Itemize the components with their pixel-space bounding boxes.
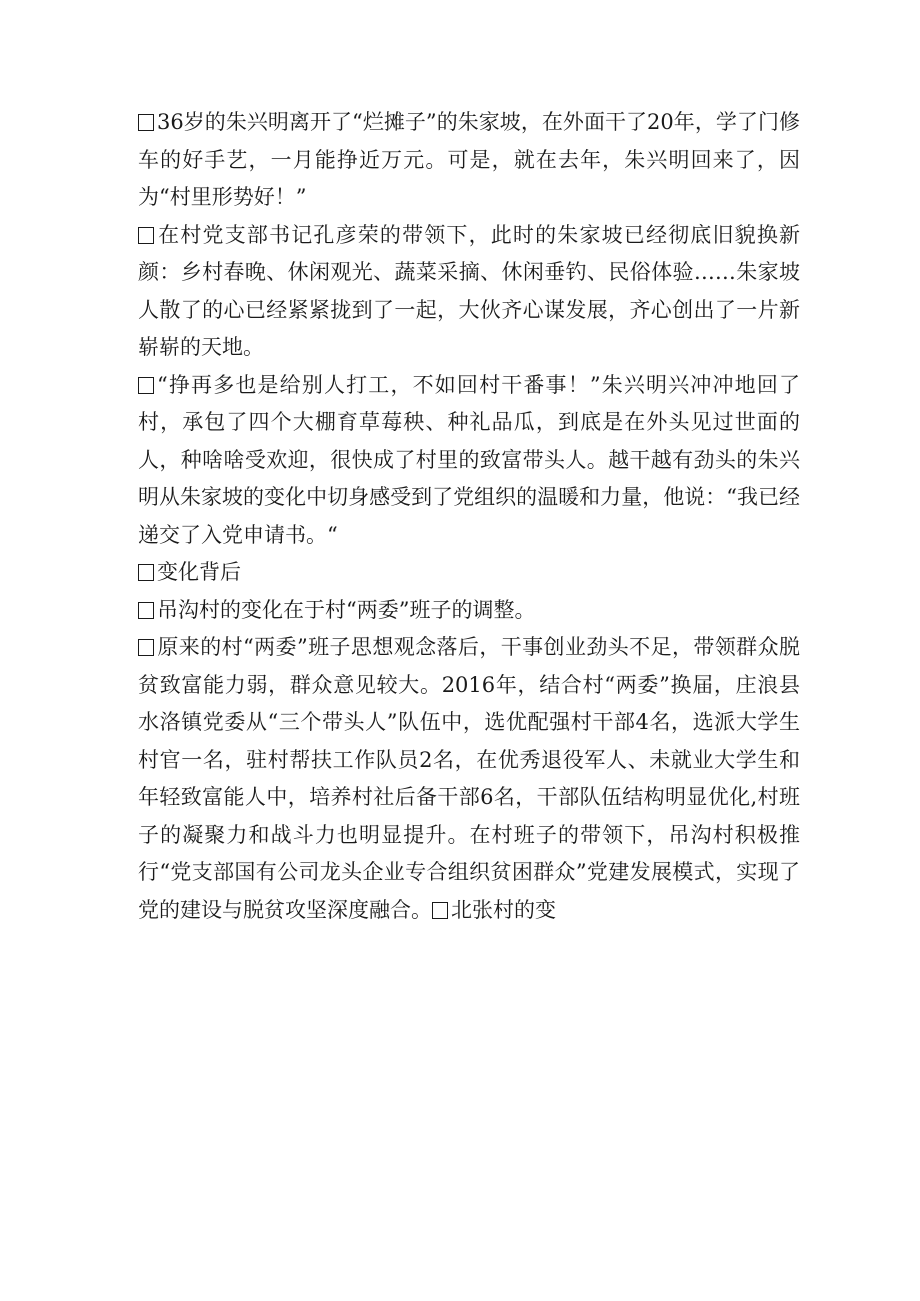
checkbox-placeholder-icon <box>138 639 154 656</box>
paragraph-text: 吊沟村的变化在于村“两委”班子的调整。 <box>157 597 536 622</box>
checkbox-placeholder-icon <box>138 602 154 619</box>
paragraph-text: 在村党支部书记孔彦荣的带领下，此时的朱家坡已经彻底旧貌换新颜：乡村春晚、休闲观光、蔬菜采摘、休闲垂钓、民俗体验……朱家坡人散了的心已经紧紧拢到了一起，大伙齐心谋发展，齐心创出了一片新崭崭的天地。 <box>138 222 800 359</box>
trailing-text: 北张村的变 <box>451 897 556 922</box>
paragraph-1 <box>138 104 800 217</box>
paragraph-text: “挣再多也是给别人打工，不如回村干番事！”朱兴明兴冲冲地回了村，承包了四个大棚育草莓秧、种礼品瓜，到底是在外头见过世面的人，种啥啥受欢迎，很快成了村里的致富带头人。越干越有劲头的朱兴明从朱家坡的变化中切身感受到了党组织的温暖和力量，他说：“我已经递交了入党申请书。“ <box>138 372 800 547</box>
paragraph-5 <box>138 592 800 630</box>
checkbox-placeholder-icon <box>138 377 154 394</box>
checkbox-placeholder-icon <box>138 227 154 244</box>
paragraph-text: 原来的村“两委”班子思想观念落后，干事创业劲头不足，带领群众脱贫致富能力弱，群众意见较大。2016年，结合村“两委”换届，庄浪县水洛镇党委从“三个带头人”队伍中，选优配强村干部4名，选派大学生村官一名，驻村帮扶工作队员2名，在优秀退役军人、未就业大学生和年轻致富能人中，培养村社后备干部6名，干部队伍结构明显优化,村班子的凝聚力和战斗力也明显提升。在村班子的带领下，吊沟村积极推行“党支部国有公司龙头企业专合组织贫困群众”党建发展模式，实现了党的建设与脱贫攻坚深度融合。 <box>138 635 800 922</box>
section-heading <box>138 554 800 592</box>
paragraph-2 <box>138 217 800 367</box>
checkbox-placeholder-icon <box>138 564 154 581</box>
document-body <box>138 104 800 929</box>
heading-text: 变化背后 <box>157 560 241 584</box>
checkbox-placeholder-icon <box>432 902 448 919</box>
paragraph-3 <box>138 367 800 555</box>
paragraph-6 <box>138 629 800 929</box>
checkbox-placeholder-icon <box>138 114 154 131</box>
paragraph-text: 36岁的朱兴明离开了“烂摊子”的朱家坡，在外面干了20年，学了门修车的好手艺，一月能挣近万元。可是，就在去年，朱兴明回来了，因为“村里形势好！” <box>138 110 800 209</box>
